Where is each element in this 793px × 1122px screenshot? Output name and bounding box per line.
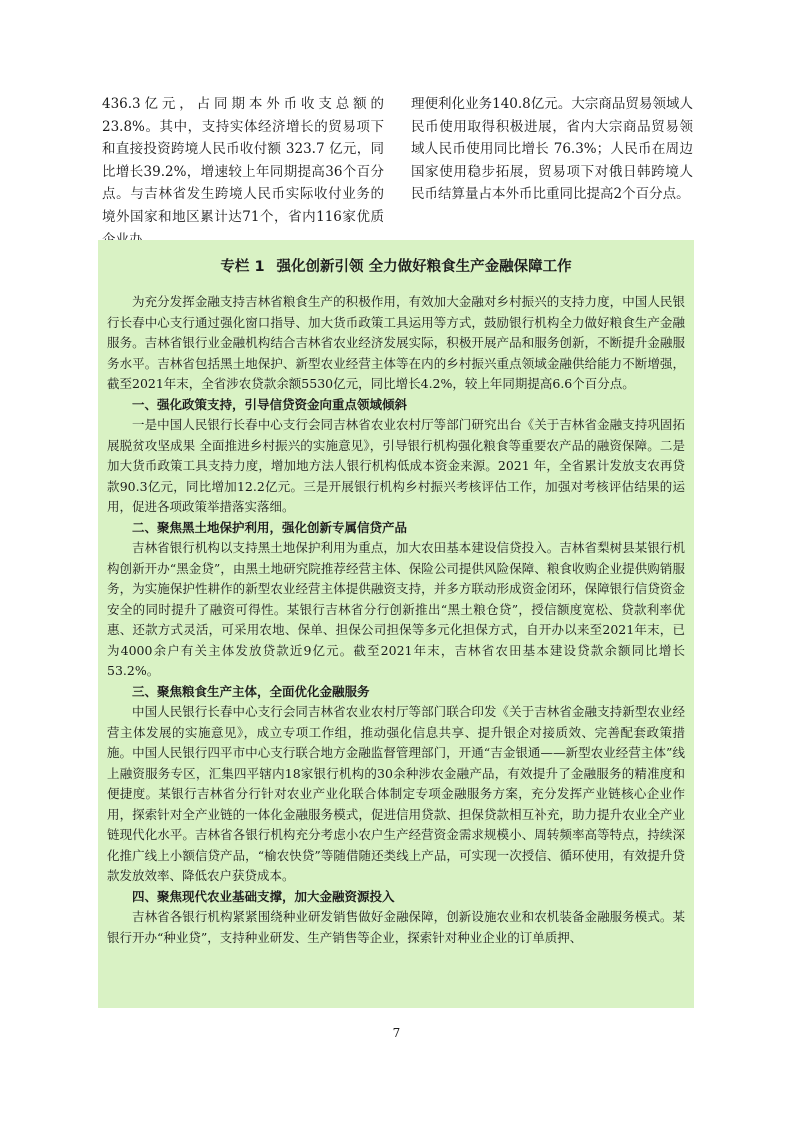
feature-box <box>98 240 694 1008</box>
section-1-heading: 一、强化政策支持，引导信贷资金向重点领域倾斜 <box>132 396 408 412</box>
section-2-heading: 二、聚焦黑土地保护利用，强化创新专属信贷产品 <box>132 519 408 535</box>
page-number: 7 <box>392 1026 401 1040</box>
box-tag: 专栏 1 <box>220 259 265 275</box>
right-column-text: 理便利化业务140.8亿元。大宗商品贸易领域人民币使用取得积极进展，省内大宗商品贸易领域人民币使用同比增长 76.3%；人民币在周边国家使用稳步拓展，贸易项下对俄日韩跨境人民币结算量占本外币比重同比提高2个百分点。 <box>411 96 693 203</box>
section-4-heading: 四、聚焦现代农业基础支撑，加大金融资源投入 <box>132 888 395 904</box>
box-title <box>107 256 685 278</box>
section-3-heading: 三、聚焦粮食生产主体，全面优化金融服务 <box>132 683 370 699</box>
left-column-text: 436.3亿元，占同期本外币收支总额的23.8%。其中，支持实体经济增长的贸易项下和直接投资跨境人民币收付额 323.7 亿元，同比增长39.2%，增速较上年同期提高36个百分点。与吉林省发生跨境人民币实际收付业务的境外国家和地区累计达71个，省内116家优质 <box>102 96 384 225</box>
box-intro: 为充分发挥金融支持吉林省粮食生产的积极作用，有效加大金融对乡村振兴的支持力度，中国人民银行长春中心支行通过强化窗口指导、加大货币政策工具运用等方式，鼓励银行机构全力做好粮食生产金融服务。吉林省银行业金融机构结合吉林省农业经济发展实际，积极开展产品和服务创新，不断提升金融服务水平。吉林省包括黑土地保护、新型农业经营主体等在内的乡村振兴重点领域金融供给能力不断增强，截至2021年末，全省涉农贷款余额5530亿元，同比增长4.2%，较上年同期提高6.6个百分点。 <box>107 294 685 391</box>
section-3-text: 中国人民银行长春中心支行会同吉林省农业农村厅等部门联合印发《关于吉林省金融支持新型农业经营主体发展的实施意见》，成立专项工作组，推动强化信息共享、提升银企对接质效、完善配套政策措施。中国人民银行四平市中心支行联合地方金融监督管理部门，开通“吉金银通——新型农业经营主体”线上融资服务专区，汇集四平辖内18家银行机构的30余种涉农金融产品，有效提升了金融服务的精准度和便捷度。某银行吉林省分行针对农业产业化联合体制定专项金融服务方案，充分发挥产业链核心企业作用，探索针对全产业链的一体化金融服务模式，促进信用贷款、担保贷款相互补充，助力提升农业全产业链现代化水平。吉林省各银行机构充分考虑小农户生产经营资金需求规模小、周转频率高等特点，持续深化推广线上小额信贷产品，“榆农快贷”等随借随还类线上产品，可实现一次授信、循环使用，有效提升贷款发放效率、降低农户获贷成本。 <box>107 704 685 883</box>
section-1-text: 一是中国人民银行长春中心支行会同吉林省农业农村厅等部门研究出台《关于吉林省金融支持巩固拓展脱贫攻坚成果 全面推进乡村振兴的实施意见》，引导银行机构强化粮食等重要农产品的融资保障。二是加大货币政策工具支持力度，增加地方法人银行机构低成本资金来源。2021 年，全省累计发放支农再贷款90.3亿元，同比增加12.2亿元。三是开展银行机构乡村振兴考核评估工作，加强对考核评估结果的运用，促进各项政策举措落实落细。 <box>107 417 685 514</box>
section-2-text: 吉林省银行机构以支持黑土地保护利用为重点，加大农田基本建设信贷投入。吉林省梨树县某银行机构创新开办“黑金贷”，由黑土地研究院推荐经营主体、保险公司提供风险保障、粮食收购企业提供购销服务，为实施保护性耕作的新型农业经营主体提供融资支持，并多方联动形成资金闭环，保障银行信贷资金安全的同时提升了融资可得性。某银行吉林省分行创新推出“黑土粮仓贷”，授信额度宽松、贷款利率优惠、还款方式灵活，可采用农地、保单、担保公司担保等多元化担保方式，自开办以来至2021年末，已为4000余户有关主体发放贷款近9亿元。截至2021年末，吉林省农田基本建设贷款余额同比增长53.2%。 <box>107 540 685 678</box>
box-title-text: 强化创新引领 全力做好粮食生产金融保障工作 <box>276 259 572 275</box>
section-4-text: 吉林省各银行机构紧紧围绕种业研发销售做好金融保障，创新设施农业和农机装备金融服务模式。某银行开办“种业贷”，支持种业研发、生产销售等企业，探索针对种业企业的订单质押、 <box>107 909 685 945</box>
right-column <box>411 93 693 206</box>
left-column <box>102 93 384 251</box>
